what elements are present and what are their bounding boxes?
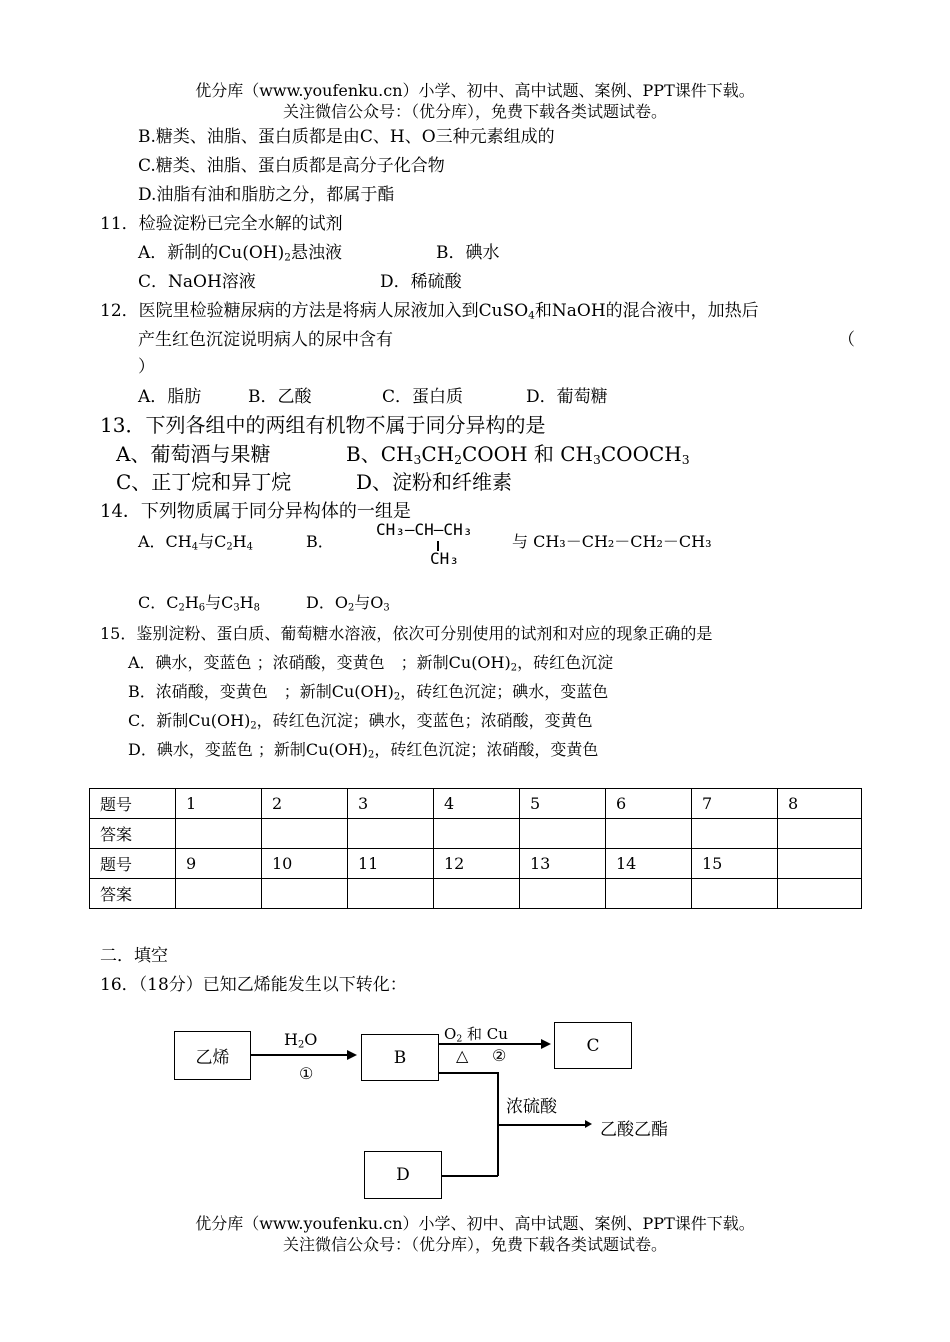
q12-option-c: C．蛋白质 bbox=[382, 387, 464, 407]
table-row bbox=[90, 849, 862, 879]
answer-cell[interactable] bbox=[778, 879, 862, 909]
node-ethylene: 乙烯 bbox=[174, 1031, 251, 1080]
connector-d-horizontal bbox=[441, 1175, 498, 1177]
q11-option-c: C．NaOH溶液 bbox=[138, 272, 256, 292]
table-cell: 2 bbox=[262, 789, 348, 819]
table-cell: 5 bbox=[520, 789, 606, 819]
q13-option-d: D、淀粉和纤维素 bbox=[356, 470, 513, 494]
q14-option-c: C．$C_2H_6$与$C_3H_8$ bbox=[138, 593, 260, 614]
q13-option-c: C、正丁烷和异丁烷 bbox=[116, 470, 292, 494]
table-cell: 4 bbox=[434, 789, 520, 819]
q12-paren-close: ） bbox=[138, 357, 155, 377]
q12-option-b: B．乙酸 bbox=[248, 387, 312, 407]
answer-cell[interactable] bbox=[606, 879, 692, 909]
q10-option-c: C.糖类、油脂、蛋白质都是高分子化合物 bbox=[138, 156, 445, 176]
q15-option-a: A．碘水，变蓝色 ；浓硝酸，变黄色 ；新制$Cu(OH)_2$，砖红色沉淀 bbox=[128, 653, 614, 674]
footer-line-1: 优分库（www.youfenku.cn）小学、初中、高中试题、案例、PPT课件下载。 bbox=[195, 1214, 755, 1233]
answer-cell[interactable] bbox=[434, 819, 520, 849]
answer-cell[interactable] bbox=[692, 819, 778, 849]
q15-option-d: D．碘水，变蓝色 ；新制$Cu(OH)_2$，砖红色沉淀；浓硝酸，变黄色 bbox=[128, 740, 599, 761]
heat-symbol: △ bbox=[456, 1046, 469, 1065]
q12-stem-line-2: 产生红色沉淀说明病人的尿中含有 bbox=[138, 330, 393, 350]
table-cell: 9 bbox=[176, 849, 262, 879]
table-cell: 6 bbox=[606, 789, 692, 819]
q14-option-b-label: B． bbox=[306, 532, 334, 551]
reagent-o2-cu: $O_2$ 和 Cu bbox=[444, 1025, 508, 1045]
table-cell: 14 bbox=[606, 849, 692, 879]
q11-option-b: B．碘水 bbox=[436, 243, 500, 263]
answer-cell[interactable] bbox=[176, 879, 262, 909]
answer-cell[interactable] bbox=[176, 819, 262, 849]
q14-stem: 14．下列物质属于同分异构体的一组是 bbox=[100, 501, 411, 522]
arrow-3-shaft bbox=[520, 1124, 588, 1126]
q12-option-a: A．脂肪 bbox=[138, 387, 202, 407]
table-cell bbox=[778, 849, 862, 879]
q11-option-d: D．稀硫酸 bbox=[380, 272, 462, 292]
table-cell: 13 bbox=[520, 849, 606, 879]
q15-option-b: B．浓硝酸，变黄色 ；新制$Cu(OH)_2$，砖红色沉淀；碘水，变蓝色 bbox=[128, 682, 609, 703]
table-cell: 11 bbox=[348, 849, 434, 879]
q15-option-c: C．新制$Cu(OH)_2$，砖红色沉淀；碘水，变蓝色；浓硝酸，变黄色 bbox=[128, 711, 593, 732]
step-1-label: ① bbox=[299, 1064, 314, 1083]
table-cell: 答案 bbox=[90, 819, 176, 849]
answer-cell[interactable] bbox=[262, 879, 348, 909]
q12-option-d: D．葡萄糖 bbox=[526, 387, 608, 407]
answer-cell[interactable] bbox=[348, 879, 434, 909]
q13-option-a: A、葡萄酒与果糖 bbox=[116, 442, 271, 466]
q13-option-b: B、$CH_3CH_2COOH$ 和 $CH_3COOCH_3$ bbox=[346, 442, 690, 468]
table-cell: 3 bbox=[348, 789, 434, 819]
answer-cell[interactable] bbox=[520, 819, 606, 849]
table-cell: 1 bbox=[176, 789, 262, 819]
table-cell: 答案 bbox=[90, 879, 176, 909]
table-row bbox=[90, 819, 862, 849]
header-line-2: 关注微信公众号：（优分库），免费下载各类试题试卷。 bbox=[282, 102, 667, 121]
connector-to-arrow bbox=[498, 1124, 520, 1126]
footer-line-2: 关注微信公众号：（优分库），免费下载各类试题试卷。 bbox=[282, 1235, 667, 1254]
arrow-1-head bbox=[347, 1050, 357, 1060]
arrow-2-head bbox=[541, 1039, 551, 1049]
table-row bbox=[90, 789, 862, 819]
answer-cell[interactable] bbox=[606, 819, 692, 849]
step-2-label: ② bbox=[492, 1046, 507, 1065]
product-ethyl-acetate: 乙酸乙酯 bbox=[600, 1120, 668, 1140]
q11-stem: 11．检验淀粉已完全水解的试剂 bbox=[100, 214, 343, 234]
q12-paren-open: （ bbox=[838, 330, 855, 350]
answer-table bbox=[89, 788, 862, 909]
q10-option-b: B.糖类、油脂、蛋白质都是由C、H、O三种元素组成的 bbox=[138, 127, 555, 147]
table-cell: 12 bbox=[434, 849, 520, 879]
answer-cell[interactable] bbox=[348, 819, 434, 849]
arrow-3-head bbox=[585, 1120, 592, 1128]
q14-option-b-tail: 与 CH₃－CH₂－CH₂－CH₃ bbox=[512, 532, 712, 551]
header-line-1: 优分库（www.youfenku.cn）小学、初中、高中试题、案例、PPT课件下载。 bbox=[195, 81, 755, 100]
table-cell: 7 bbox=[692, 789, 778, 819]
table-cell: 题号 bbox=[90, 789, 176, 819]
table-cell: 15 bbox=[692, 849, 778, 879]
answer-cell[interactable] bbox=[778, 819, 862, 849]
node-d: D bbox=[364, 1151, 442, 1199]
q16-stem: 16．（18分）已知乙烯能发生以下转化： bbox=[100, 975, 407, 995]
reagent-h2o: $H_2O$ bbox=[284, 1030, 318, 1051]
node-b: B bbox=[361, 1034, 439, 1081]
q12-stem: 12．医院里检验糖尿病的方法是将病人尿液加入到CuSO$_4$和NaOH的混合液中，加热后 bbox=[100, 301, 759, 322]
answer-cell[interactable] bbox=[692, 879, 778, 909]
table-cell: 题号 bbox=[90, 849, 176, 879]
q10-option-d: D.油脂有油和脂肪之分，都属于酯 bbox=[138, 185, 395, 205]
connector-b-horizontal bbox=[438, 1072, 498, 1074]
answer-cell[interactable] bbox=[520, 879, 606, 909]
section-2-title: 二．填空 bbox=[100, 946, 168, 966]
reagent-conc-sulfuric-acid: 浓硫酸 bbox=[506, 1097, 557, 1117]
answer-cell[interactable] bbox=[434, 879, 520, 909]
answer-cell[interactable] bbox=[262, 819, 348, 849]
q11-option-a: A．新制的$Cu(OH)_2$悬浊液 bbox=[138, 243, 342, 264]
table-cell: 10 bbox=[262, 849, 348, 879]
table-cell: 8 bbox=[778, 789, 862, 819]
node-c: C bbox=[554, 1022, 632, 1069]
q14-struct-main: CH₃—CH—CH₃ bbox=[376, 520, 473, 539]
q15-stem: 15．鉴别淀粉、蛋白质、葡萄糖水溶液，依次可分别使用的试剂和对应的现象正确的是 bbox=[100, 624, 713, 643]
q13-stem: 13．下列各组中的两组有机物不属于同分异构的是 bbox=[100, 413, 546, 437]
arrow-1-shaft bbox=[250, 1054, 348, 1056]
q14-option-a: A．$CH_4$与$C_2H_4$ bbox=[138, 532, 253, 553]
q14-struct-branch: CH₃ bbox=[430, 549, 459, 568]
q14-option-d: D．$O_2$与$O_3$ bbox=[306, 593, 390, 614]
table-row bbox=[90, 879, 862, 909]
